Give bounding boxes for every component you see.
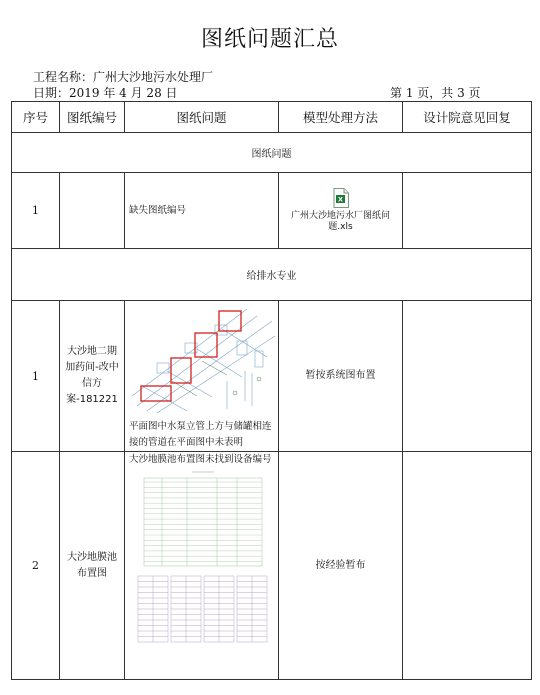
page-number: 第 1 页，共 3 页 [390, 86, 481, 100]
col-header-drawing: 图纸编号 [60, 102, 125, 133]
method-text: 暂按系统图布置 [279, 301, 403, 452]
col-header-method: 模型处理方法 [279, 102, 403, 133]
issue-text: 大沙地膜池布置图未找到设备编号 [129, 454, 272, 465]
issue-text: 平面图中水泵立管上方与储罐相连接的管道在平面图中未表明 [129, 421, 272, 448]
project-name: 工程名称：广州大沙地污水处理厂 [33, 70, 214, 84]
col-header-issue: 图纸问题 [125, 102, 279, 133]
issues-table [11, 101, 532, 680]
section-title: 给排水专业 [12, 249, 532, 301]
row-number: 2 [12, 452, 60, 680]
col-header-no: 序号 [12, 102, 60, 133]
svg-text:X: X [337, 195, 343, 204]
date: 日期：2019 年 4 月 28 日 [33, 86, 178, 100]
issue-cell [125, 452, 279, 680]
reply-cell [403, 301, 532, 452]
section-title: 图纸问题 [12, 133, 532, 173]
section-row [12, 133, 532, 173]
page-title: 图纸问题汇总 [200, 27, 339, 52]
issue-text: 缺失图纸编号 [125, 173, 279, 249]
reply-cell [403, 452, 532, 680]
table-row [12, 301, 532, 452]
drawing-number: 大沙地膜池布置图 [60, 452, 125, 680]
header-row [12, 102, 532, 133]
method-text: 按经验暂布 [279, 452, 403, 680]
attached-file-name[interactable]: 广州大沙地污水厂图纸问题.xls [290, 211, 390, 232]
drawing-number: 大沙地二期加药间-改中信方案-181221 [60, 301, 125, 452]
drawing-number [60, 173, 125, 249]
pipe-plan-thumbnail [127, 301, 277, 419]
table-row [12, 452, 532, 680]
col-header-reply: 设计院意见回复 [403, 102, 532, 133]
membrane-layout-thumbnail [132, 468, 272, 646]
reply-cell [403, 173, 532, 249]
issue-cell [125, 301, 279, 452]
method-cell [279, 173, 403, 249]
table-row [12, 173, 532, 249]
row-number: 1 [12, 301, 60, 452]
section-row [12, 249, 532, 301]
excel-file-icon[interactable] [333, 188, 349, 208]
row-number: 1 [12, 173, 60, 249]
